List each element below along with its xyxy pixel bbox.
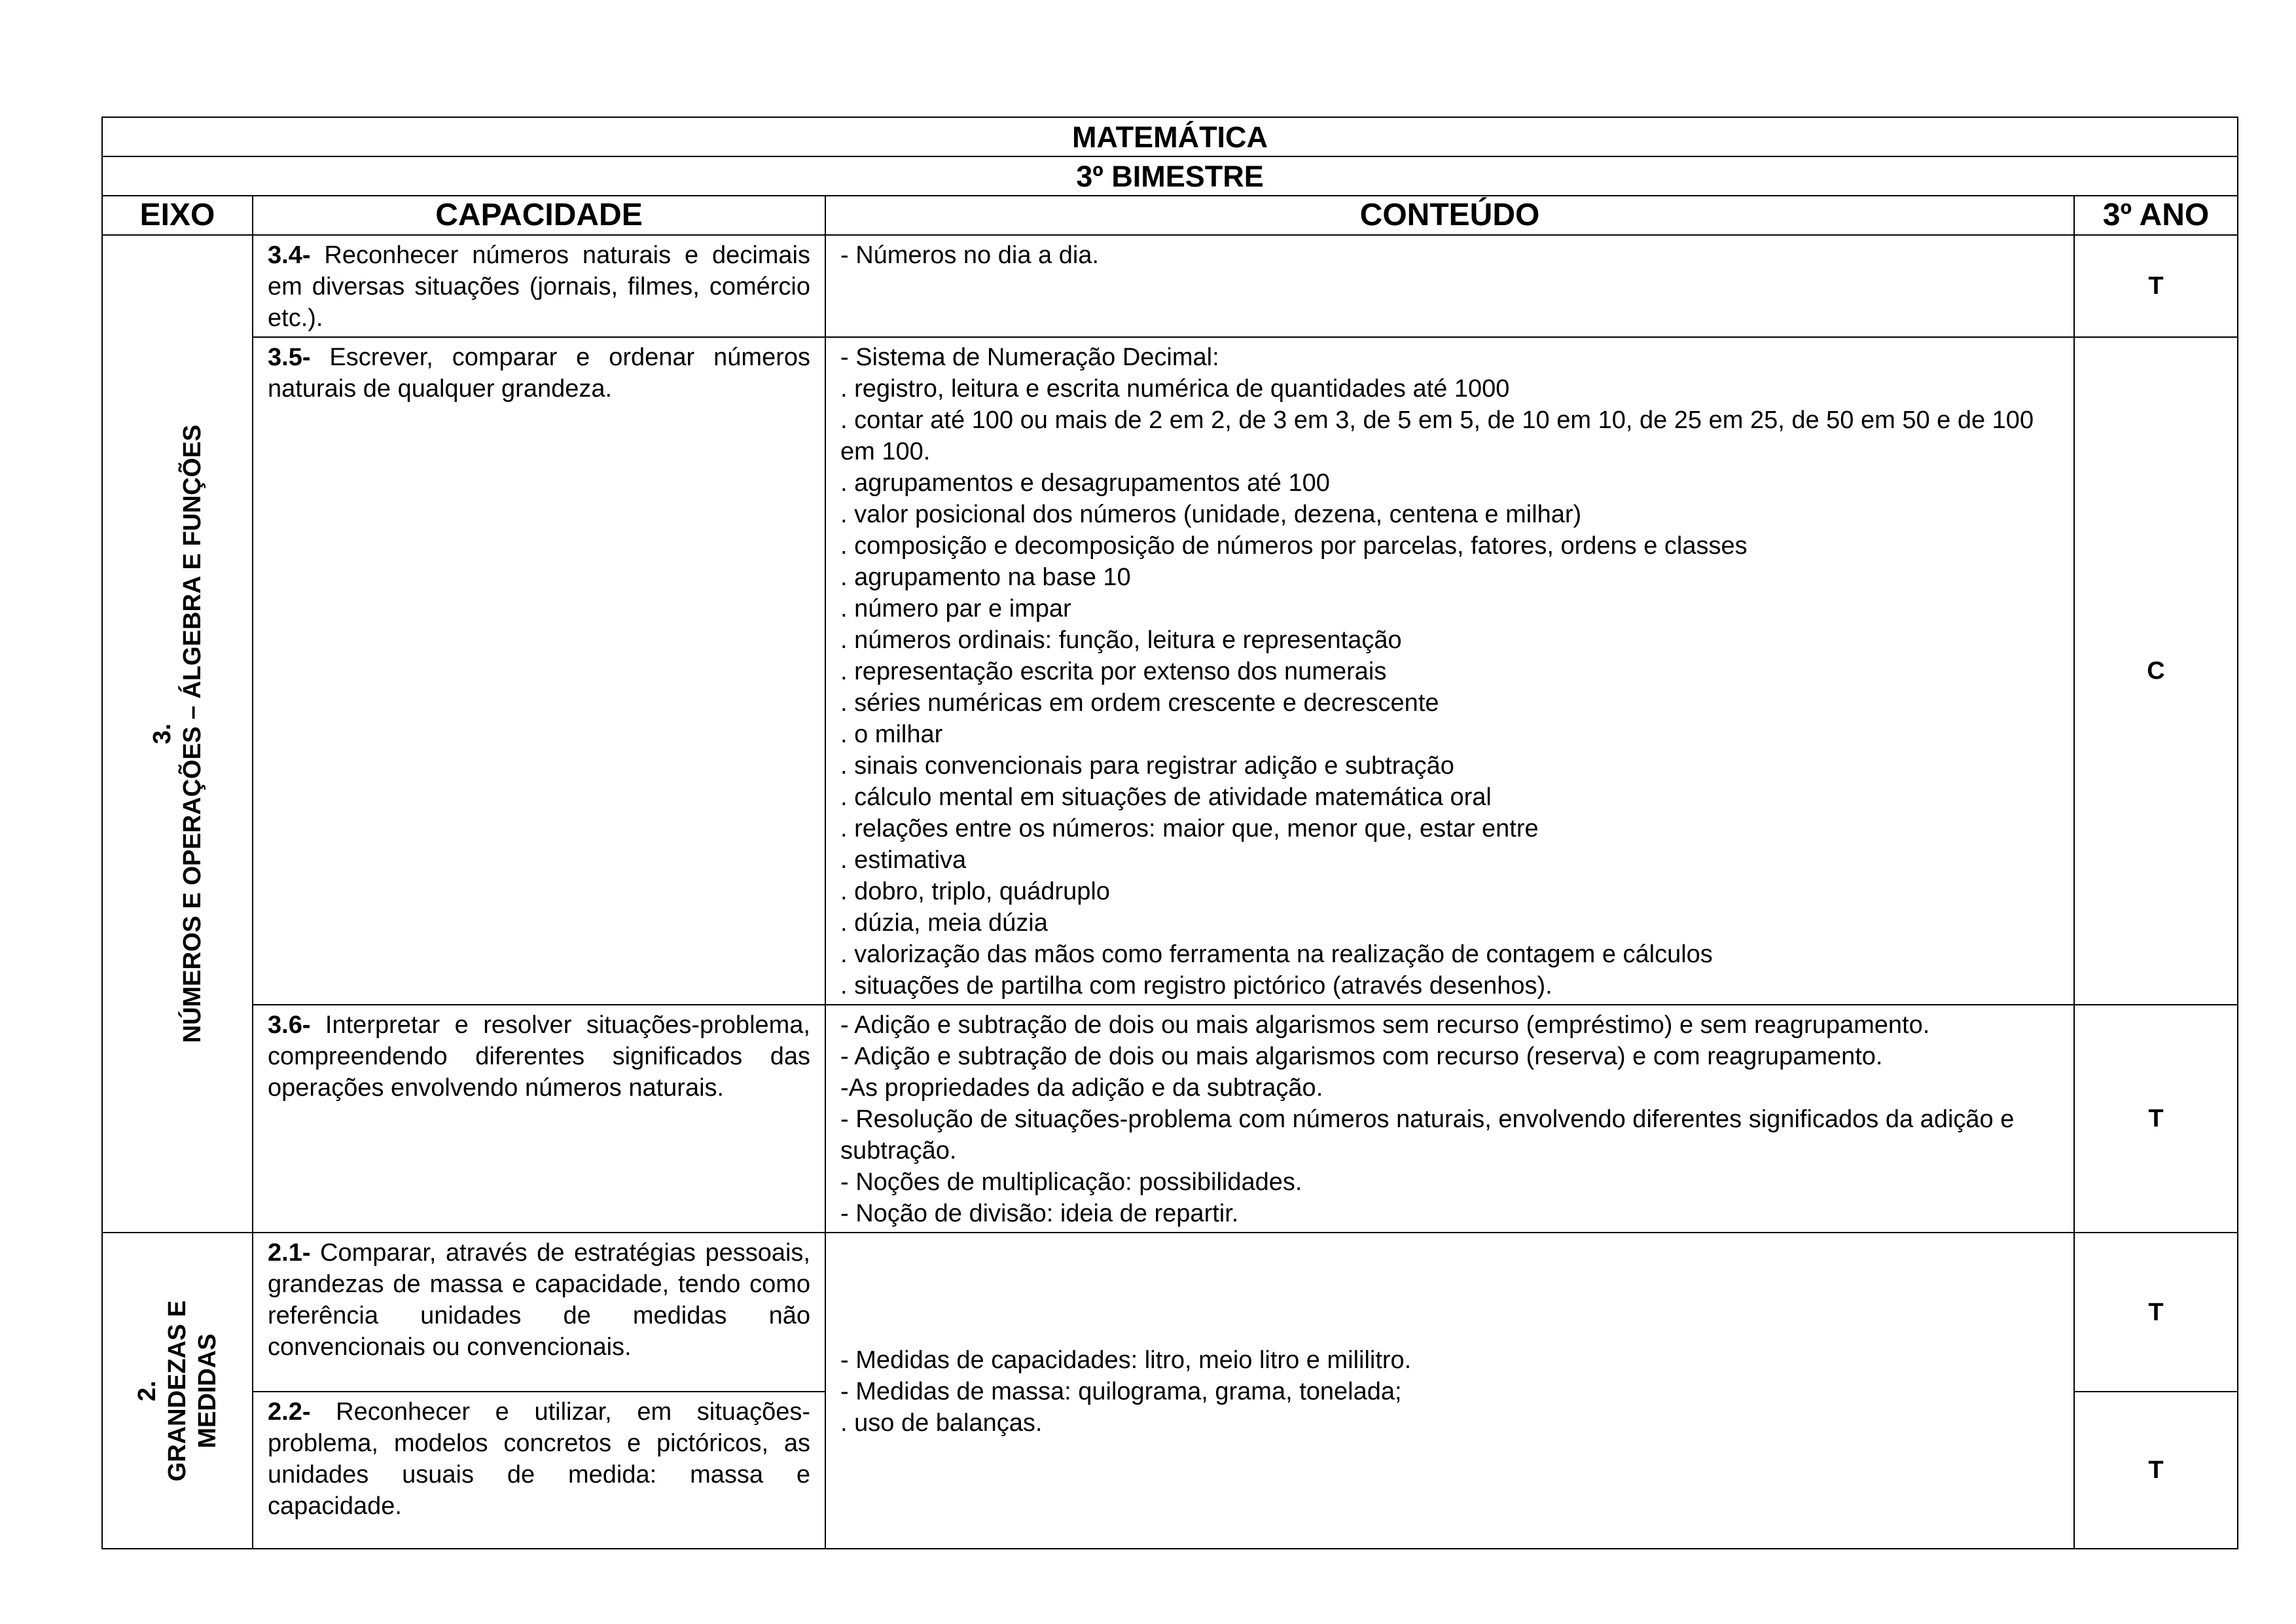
content-line: . séries numéricas em ordem crescente e decrescente	[840, 689, 1439, 717]
year-mark: C	[2074, 337, 2238, 1005]
capacity-cell	[253, 1233, 825, 1392]
capacity-code: 3.4-	[268, 242, 311, 269]
axis-cell-grandezas	[102, 1233, 253, 1549]
content-line: . o milhar	[840, 721, 943, 748]
content-line: . registro, leitura e escrita numérica de quantidades até 1000	[840, 375, 1510, 403]
content-line: . agrupamento na base 10	[840, 564, 1131, 591]
content-line: - Noção de divisão: ideia de repartir.	[840, 1200, 1239, 1227]
axis-name-line1: GRANDEZAS E	[164, 1300, 191, 1481]
content-line: . número par e impar	[840, 595, 1071, 623]
capacity-code: 2.1-	[268, 1239, 311, 1267]
content-line: . uso de balanças.	[840, 1409, 1043, 1437]
content-line: . contar até 100 ou mais de 2 em 2, de 3 em 3, de 5 em 5, de 10 em 10, de 25 em 25, de 50 em 50 e de 100 em 100.	[840, 406, 2034, 465]
content-cell	[825, 337, 2074, 1005]
axis-name-line2: MEDIDAS	[194, 1333, 221, 1449]
period-title: 3º BIMESTRE	[102, 156, 2238, 196]
column-header-conteudo: CONTEÚDO	[825, 196, 2074, 235]
content-line: . representação escrita por extenso dos numerais	[840, 658, 1387, 685]
content-line: . valorização das mãos como ferramenta na realização de contagem e cálculos	[840, 941, 1713, 968]
table-row	[102, 337, 2238, 1005]
content-cell	[825, 1233, 2074, 1549]
content-line: - Adição e subtração de dois ou mais algarismos com recurso (reserva) e com reagrupamento.	[840, 1043, 1883, 1070]
content-line: . agrupamentos e desagrupamentos até 100	[840, 469, 1330, 497]
capacity-cell	[253, 1392, 825, 1549]
capacity-text: Reconhecer e utilizar, em situações-problema, modelos concretos e pictóricos, as unidades usuais de medida: massa e capacidade.	[268, 1398, 810, 1520]
column-header-ano: 3º ANO	[2074, 196, 2238, 235]
content-line: . valor posicional dos números (unidade, dezena, centena e milhar)	[840, 501, 1582, 528]
year-mark: T	[2074, 1392, 2238, 1549]
content-line: - Adição e subtração de dois ou mais algarismos sem recurso (empréstimo) e sem reagrupamento.	[840, 1011, 1930, 1039]
capacity-text: Interpretar e resolver situações-problema, compreendendo diferentes significados das operações envolvendo números naturais.	[268, 1011, 810, 1102]
content-line: - Noções de multiplicação: possibilidades.	[840, 1168, 1302, 1196]
content-line: - Resolução de situações-problema com números naturais, envolvendo diferentes significados da adição e subtração.	[840, 1106, 2015, 1164]
content-line: - Números no dia a dia.	[840, 242, 1099, 269]
axis-number: 3.	[149, 723, 176, 744]
axis-label	[147, 425, 207, 1043]
content-line: - Medidas de massa: quilograma, grama, tonelada;	[840, 1377, 1402, 1405]
content-line: . dúzia, meia dúzia	[840, 909, 1048, 937]
capacity-code: 2.2-	[268, 1398, 311, 1426]
curriculum-table	[101, 117, 2238, 1549]
axis-cell-numeros	[102, 235, 253, 1233]
content-cell	[825, 1005, 2074, 1233]
content-line: . números ordinais: função, leitura e representação	[840, 626, 1402, 654]
axis-label	[132, 1300, 223, 1481]
year-mark: T	[2074, 1233, 2238, 1392]
content-line: -As propriedades da adição e da subtração.	[840, 1074, 1323, 1102]
content-line: . relações entre os números: maior que, menor que, estar entre	[840, 815, 1539, 842]
axis-name: NÚMEROS E OPERAÇÕES – ÁLGEBRA E FUNÇÕES	[179, 424, 206, 1043]
content-line: . situações de partilha com registro pictórico (através desenhos).	[840, 972, 1552, 1000]
capacity-text: Comparar, através de estratégias pessoais, grandezas de massa e capacidade, tendo como referência unidades de medidas não convencionais ou convencionais.	[268, 1239, 810, 1361]
table-row	[102, 1233, 2238, 1392]
subject-title: MATEMÁTICA	[102, 117, 2238, 156]
content-cell	[825, 235, 2074, 337]
capacity-cell	[253, 337, 825, 1005]
content-line: . dobro, triplo, quádruplo	[840, 878, 1110, 905]
content-line: . composição e decomposição de números por parcelas, fatores, ordens e classes	[840, 532, 1748, 560]
content-line: . sinais convencionais para registrar adição e subtração	[840, 752, 1454, 780]
capacity-text: Escrever, comparar e ordenar números naturais de qualquer grandeza.	[268, 344, 810, 403]
column-header-eixo: EIXO	[102, 196, 253, 235]
content-line: . estimativa	[840, 846, 967, 874]
axis-number: 2.	[134, 1380, 161, 1401]
capacity-cell	[253, 235, 825, 337]
capacity-code: 3.6-	[268, 1011, 311, 1039]
year-mark: T	[2074, 235, 2238, 337]
capacity-code: 3.5-	[268, 344, 311, 371]
content-line: . cálculo mental em situações de atividade matemática oral	[840, 784, 1492, 811]
content-line: - Sistema de Numeração Decimal:	[840, 344, 1219, 371]
capacity-text: Reconhecer números naturais e decimais em diversas situações (jornais, filmes, comércio etc.).	[268, 242, 810, 332]
table-row	[102, 235, 2238, 337]
year-mark: T	[2074, 1005, 2238, 1233]
table-row	[102, 1005, 2238, 1233]
content-line: - Medidas de capacidades: litro, meio litro e mililitro.	[840, 1346, 1412, 1374]
column-header-capacidade: CAPACIDADE	[253, 196, 825, 235]
capacity-cell	[253, 1005, 825, 1233]
